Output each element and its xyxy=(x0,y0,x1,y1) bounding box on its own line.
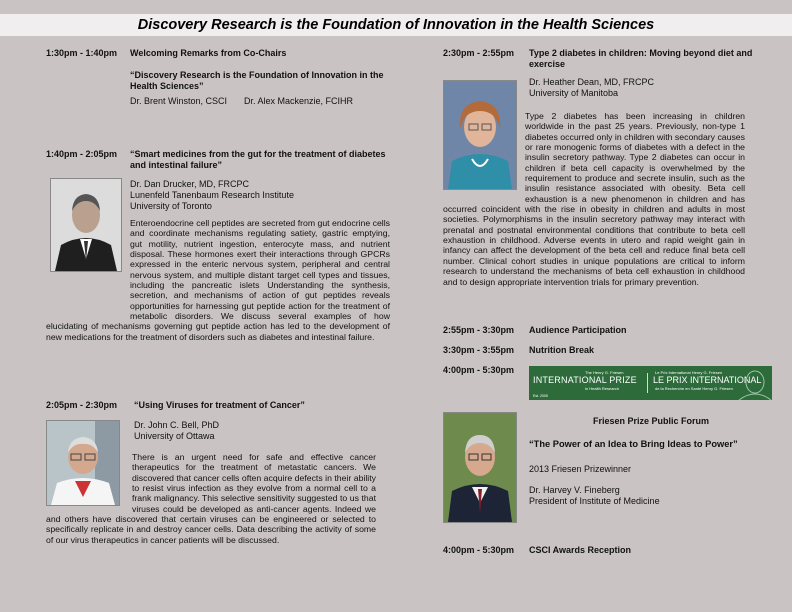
prize-sub-en: in Health Research xyxy=(585,386,620,391)
speaker-org: University of Toronto xyxy=(130,201,212,211)
abstract-text: There is an urgent need for safe and effective cancer therapeutics for the treatment of metastatic cancers. We discovered that cancer cells often acquire defects in their ability to resist virus infection as they evolve from a normal cell to a frank malignancy. This selective sensitivity suggested to us that viruses could be developed as anti-cancer agents. Indeed we and others have discovered that certain viruses can be engineered or selected to specifically replicate in and destroy cancer cells. Data describing the activity of some of our virus therapeutics in cancer patients will be discussed. xyxy=(46,452,376,545)
abstract-block xyxy=(46,420,376,545)
portrait-dean xyxy=(444,81,516,189)
abstract-text: Enteroendocrine cell peptides are secreted from gut endocrine cells and coordinate mechanisms regulating satiety, gastric emptying, gut motility, nutrient ingestion, enterocyte mass, and nutrient disposal. These hormones exert their interactions through GPCRs expressed in the enteric nervous system, peripheral and central nervous system, and multiple distant target cell types and tissues, including the pancreatic islets Understanding the synthesis, secretion, and mechanisms of action of gut peptides reveals opportunities for harnessing gut peptide action for the treatment of metabolic disorders. We discuss several examples of how elucidating of mechanisms governing gut peptide action has led to the development of new medications for the treatment of disorders such as diabetes and intestinal failure. xyxy=(46,218,390,342)
abstract-text: Type 2 diabetes has been increasing in children worldwide in the past 25 years. Previously, non-type 1 diabetes occurred only in children with secondary causes or rare monogenic forms of diabetes with a defect in the insulin secretory pathway. Type 2 diabetes can occur in children if beta cell capacity is overwhelmed by the requirement to produce and secrete insulin, such as the insulin resistance associated with obesity. Beta cell exhaustion is a new phenomenon in children and has occurred coincident with the rise in obesity in children and adults in most societies. Polymorphisms in the insulin secretory pathway may interact with prenatal and postnatal environmental conditions that contribute to beta cell exhaustion in childhood. Adverse events in utero and rapid weight gain in infancy can affect the development of the beta cell and reduce final beta cell number. Clinical cohort studies in unique populations are critical to inform research to understand the mechanisms of beta cell exhaustion in childhood and to design appropriate intervention trials for primary prevention. xyxy=(443,111,745,287)
award-line: 2013 Friesen Prizewinner xyxy=(529,464,632,474)
session-time: 2:05pm - 2:30pm xyxy=(46,400,118,410)
session-title: “Using Viruses for treatment of Cancer” xyxy=(134,400,305,410)
forum-quote: “The Power of an Idea to Bring Ideas to Power” xyxy=(529,439,738,449)
prize-divider xyxy=(647,373,648,393)
prize-small-en: The Henry G. Friesen xyxy=(585,370,624,375)
friesen-prize-logo xyxy=(529,366,772,400)
prize-est: Est. 2005 xyxy=(533,394,548,398)
speaker-name: Dr. Dan Drucker, MD, FRCPC xyxy=(130,179,250,189)
abstract-block xyxy=(46,178,390,342)
session-time: 1:40pm - 2:05pm xyxy=(46,149,118,159)
session-time: 1:30pm - 1:40pm xyxy=(46,48,118,58)
prize-label-fr: LE PRIX INTERNATIONAL xyxy=(653,375,762,385)
session-title: CSCI Awards Reception xyxy=(529,545,632,555)
session-title: Type 2 diabetes in children: Moving beyond diet and exercise xyxy=(529,48,753,69)
session-quote: “Discovery Research is the Foundation of Innovation in the Health Sciences” xyxy=(130,70,384,91)
speaker-photo-drucker xyxy=(50,178,122,272)
banner-title: Discovery Research is the Foundation of Innovation in the Health Sciences xyxy=(137,17,655,33)
portrait-bell xyxy=(47,421,119,505)
speaker-name: Dr. John C. Bell, PhD xyxy=(134,420,220,430)
portrait-drucker xyxy=(51,179,121,271)
prize-small-fr: Le Prix International Henry G. Friesen xyxy=(655,370,723,375)
session-title: Nutrition Break xyxy=(529,345,595,355)
session-time: 4:00pm - 5:30pm xyxy=(443,545,515,555)
speaker-photo-dean xyxy=(443,80,517,190)
session-time: 3:30pm - 3:55pm xyxy=(443,345,515,355)
prize-sub-fr: de la Recherche en Santé Henry G. Friesen xyxy=(655,386,733,391)
speaker-role: President of Institute of Medicine xyxy=(529,496,660,506)
session-time: 4:00pm - 5:30pm xyxy=(443,365,515,375)
speaker-photo-bell xyxy=(46,420,120,506)
chair-name: Dr. Brent Winston, CSCI xyxy=(130,96,228,106)
forum-title: Friesen Prize Public Forum xyxy=(593,416,710,426)
session-time: 2:55pm - 3:30pm xyxy=(443,325,515,335)
portrait-fineberg xyxy=(444,413,516,522)
abstract-block xyxy=(443,80,745,287)
speaker-photo-fineberg xyxy=(443,412,517,523)
speaker-name: Dr. Harvey V. Fineberg xyxy=(529,485,620,495)
session-title: “Smart medicines from the gut for the treatment of diabetes and intestinal failure” xyxy=(130,149,386,170)
speaker-org: University of Ottawa xyxy=(134,431,215,441)
session-time: 2:30pm - 2:55pm xyxy=(443,48,515,58)
page-banner xyxy=(0,14,792,36)
speaker-org: Lunenfeld Tanenbaum Research Institute xyxy=(130,190,294,200)
session-title: Welcoming Remarks from Co-Chairs xyxy=(130,48,287,58)
speaker-org: University of Manitoba xyxy=(529,88,619,98)
prize-label-en: INTERNATIONAL PRIZE xyxy=(533,375,637,385)
chair-name: Dr. Alex Mackenzie, FCIHR xyxy=(244,96,354,106)
session-title: Audience Participation xyxy=(529,325,627,335)
prize-portrait-icon xyxy=(735,366,772,400)
speaker-name: Dr. Heather Dean, MD, FRCPC xyxy=(529,77,655,87)
